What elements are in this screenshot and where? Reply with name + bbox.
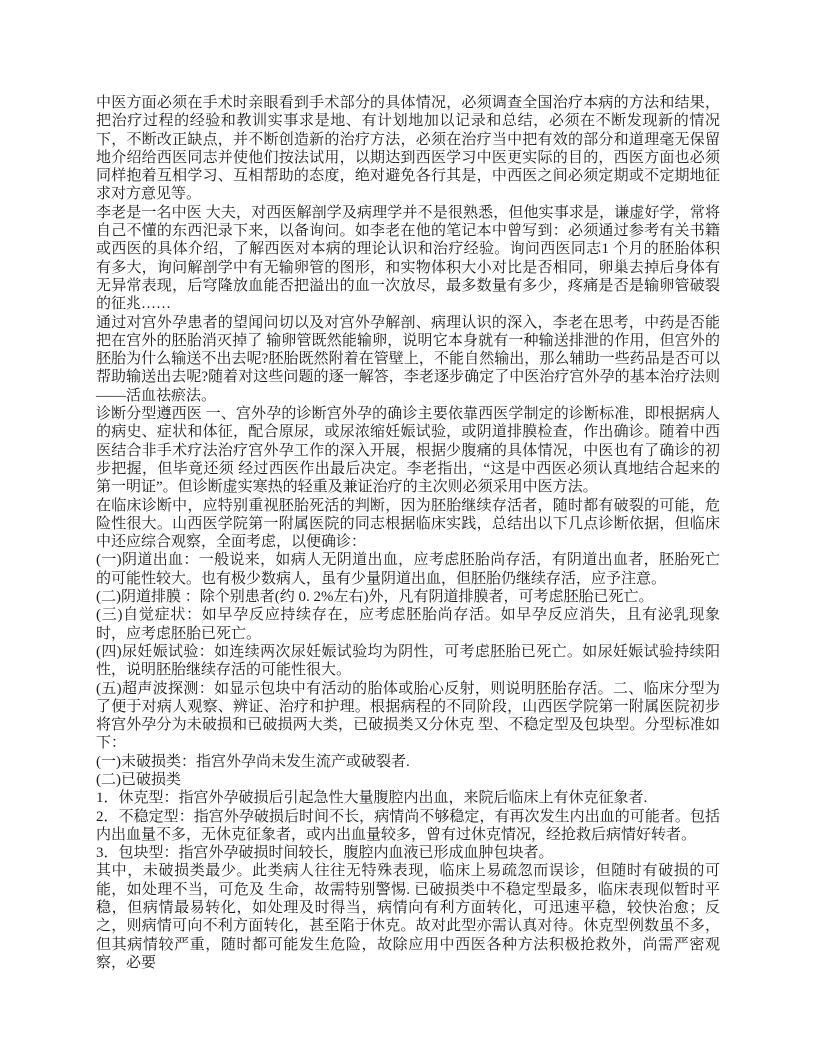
- paragraph: 其中，未破损类最少。此类病人往往无特殊表现，临床上易疏忽而误诊，但随时有破损的可能，如处理不当，可危及 生命，故需特别警惕. 已破损类中不稳定型最多，临床表现似暂时平稳，但病情最易转化，如处理及时得当，病情向有利方面转化，可迅速平稳，较快治愈；反之，则病情可向不利方面转化，甚至陷于休克。故对此型亦需认真对待。休克型例数虽不多，但其病情较严重，随时都可能发生危险，故除应用中西医各种方法积极抢救外，尚需严密观察，必要: [96, 863, 720, 971]
- paragraph: (二)阴道排膜 ：除个别患者(约 0. 2%左右)外，凡有阴道排膜者，可考虑胚胎已死亡。: [96, 589, 654, 606]
- paragraph: (一)阴道出血：一般说来，如病人无阴道出血，应考虑胚胎尚存活，有阴道出血者，胚胎死亡的可能性较大。也有极少数病人，虽有少量阴道出血，但胚胎仍继续存活，应予注意。: [96, 552, 720, 587]
- paragraph: (三)自觉症状：如早孕反应持续存在，应考虑胚胎尚存活。如早孕反应消失，且有泌乳现象时，应考虑胚胎已死亡。: [96, 607, 720, 642]
- paragraph: 3．包块型：指宫外孕破损时间较长，腹腔内血液已形成血肿包块者。: [96, 845, 554, 862]
- paragraph: (四)尿妊娠试验：如连续两次尿妊娠试验均为阴性，可考虑胚胎已死亡。如尿妊娠试验持续阳性，说明胚胎继续存活的可能性很大。: [96, 643, 720, 679]
- paragraph: (五)超声波探测：如显示包块中有活动的胎体或胎心反射，则说明胚胎存活。二、临床分型为了便于对病人观察、辨证、治疗和护理。根据病程的不同阶段，山西医学院第一附属医院初步将宫外孕分为未破损和已破损两大类，已破损类又分休克 型、不稳定型及包块型。分型标准如下：: [96, 680, 720, 752]
- paragraph: (二)已破损类: [96, 771, 181, 788]
- paragraph: 通过对宫外孕患者的望闻问切以及对宫外孕解剖、病理认识的深入，李老在思考，中药是否能把在宫外的胚胎消灭掉了 输卵管既然能输卵，说明它本身就有一种输送排泄的作用，但宫外的胚胎为什么输送不出去呢?胚胎既然附着在管壁上，不能自然输出，那么辅助一些药品是否可以帮助输送出去呢?随着对这些问题的逐一解答，李老逐步确定了中医治疗宫外孕的基本治疗法则——活血祛瘀法。: [96, 314, 720, 404]
- paragraph: 中医方面必须在手术时亲眼看到手术部分的具体情况，必须调查全国治疗本病的方法和结果，把治疗过程的经验和教训实事求是地、有计划地加以记录和总结，必须在不断发现新的情况下，不断改正缺点，并不断创造新的治疗方法，必须在治疗当中把有效的部分和道理毫无保留地介绍给西医同志并使他们按法试用，以期达到西医学习中医更实际的目的，西医方面也必须同样抱着互相学习、互相帮助的态度，绝对避免各行其是，中西医之间必须定期或不定期地征求对方意见等。: [96, 95, 720, 203]
- paragraph: 诊断分型遵西医 一、宫外孕的诊断宫外孕的确诊主要依靠西医学制定的诊断标准，即根据病人的病史、症状和体征，配合原尿，或尿浓缩妊娠试验，或阴道排膜检查，作出确诊。随着中西医结合非手术疗法治疗宫外孕工作的深入开展，根据少腹痛的具体情况，中医也有了确诊的初步把握，但毕竟还须 经过西医作出最后决定。李老指出，“这是中西医必须认真地结合起来的第一明证”。但诊断虚实寒热的轻重及兼证治疗的主次则必须采用中医方法。: [96, 406, 720, 496]
- paragraph: (一)未破损类：指宫外孕尚未发生流产或破裂者.: [96, 753, 410, 770]
- paragraph: 1．休克型：指宫外孕破损后引起急性大量腹腔内出血，来院后临床上有休克征象者.: [96, 790, 648, 807]
- paragraph: 在临床诊断中，应特别重视胚胎死活的判断，因为胚胎继续存活者，随时都有破裂的可能，危险性很大。山西医学院第一附属医院的同志根据临床实践，总结出以下几点诊断依据，但临床中还应综合观察，全面考虑，以便确诊：: [96, 497, 720, 551]
- paragraph: 2．不稳定型：指宫外孕破损后时间不长，病情尚不够稳定，有再次发生内出血的可能者。包括内出血量不多，无休克征象者，或内出血量较多，曾有过休克情况，经抢救后病情好转者。: [96, 808, 720, 843]
- document-content: [96, 94, 720, 972]
- paragraph: 李老是一名中医 大夫，对西医解剖学及病理学并不是很熟悉，但他实事求是，谦虚好学，常将自己不懂的东西汜录下来，以备询问。如李老在他的笔记本中曾写到：必须通过参考有关书籍或西医的具体介绍，了解西医对本病的理论认识和治疗经验。询问西医同志1 个月的胚胎体积有多大，询问解剖学中有无输卵管的图形，和实物体积大小对比是否相同，卵巢去掉后身体有无异常表现，后穹隆放血能否把溢出的血一次放尽，最多数量有多少，疼痛是否是输卵管破裂的征兆……: [96, 204, 720, 313]
